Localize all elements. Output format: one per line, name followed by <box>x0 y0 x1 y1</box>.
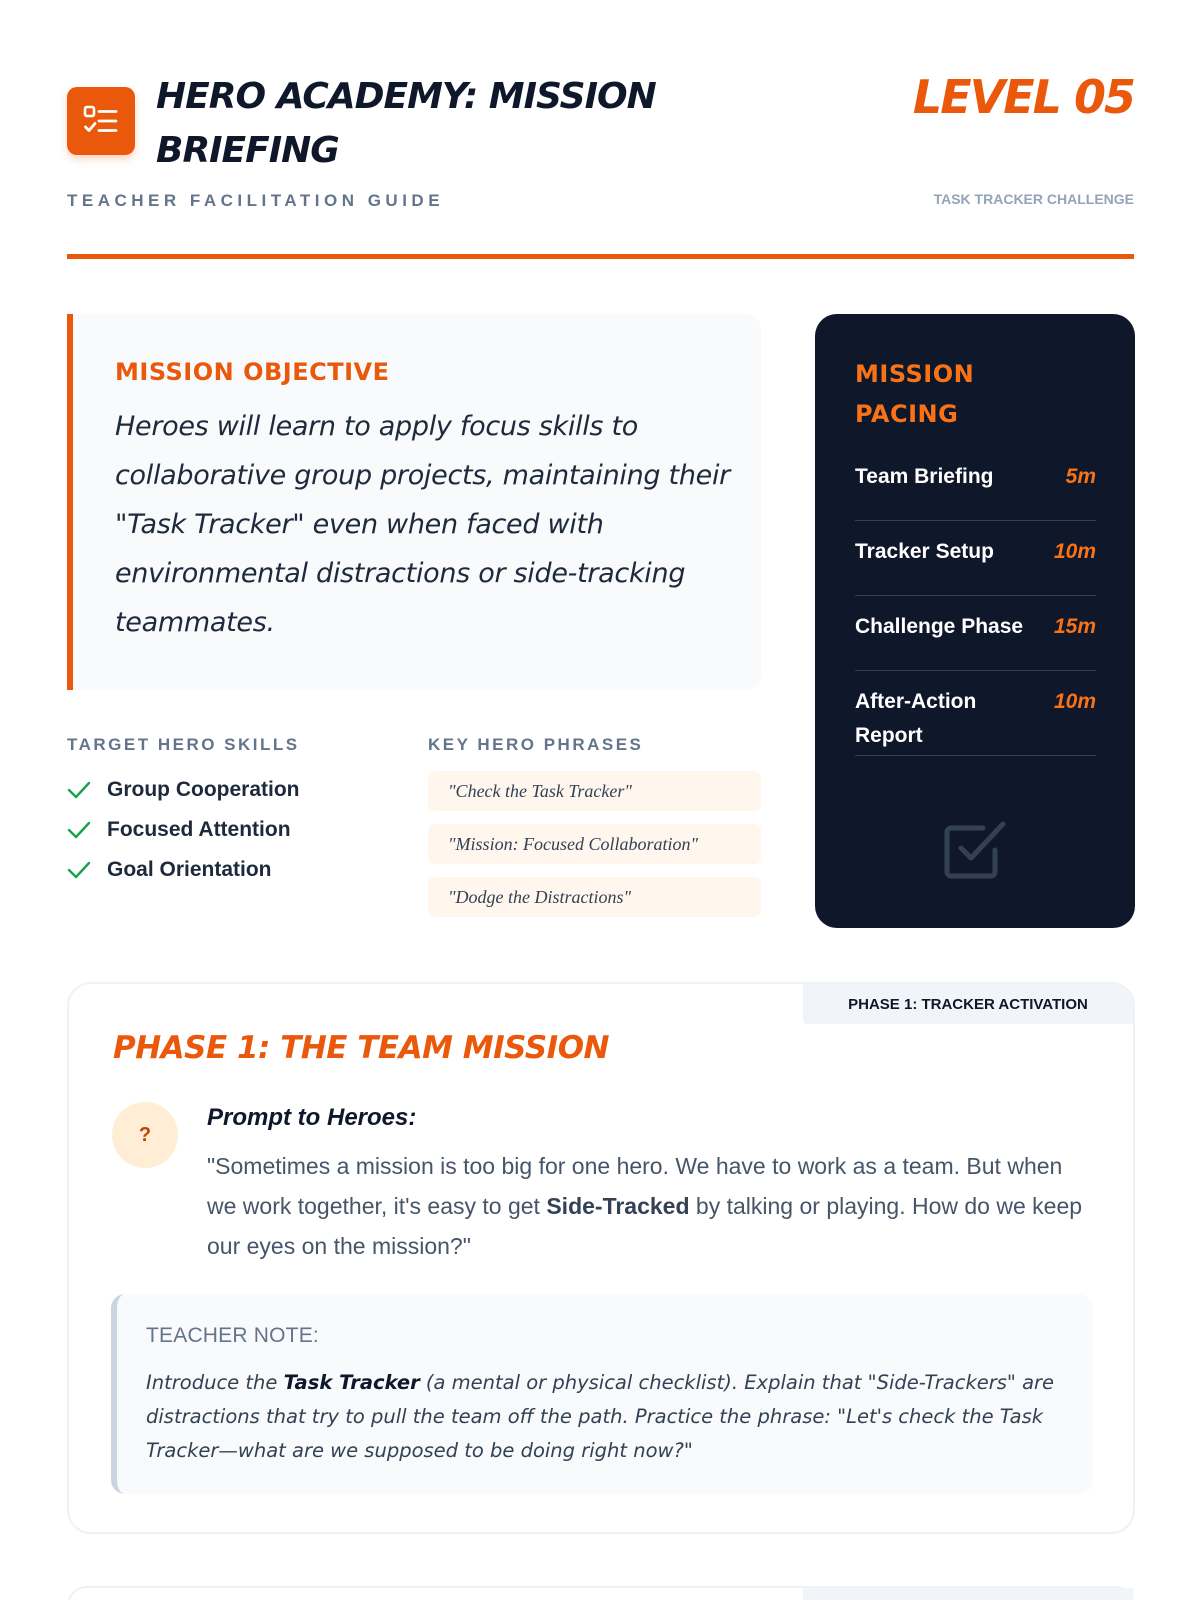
pacing-list <box>855 446 1096 756</box>
note-emphasis: Task Tracker <box>283 1371 420 1394</box>
pacing-time: 10m <box>1053 690 1096 713</box>
teacher-note-heading: TEACHER NOTE: <box>146 1324 319 1347</box>
header-divider <box>67 254 1134 259</box>
pacing-label: After-Action Report <box>855 690 977 747</box>
skills-list <box>67 770 300 890</box>
pacing-heading-text: MISSION PACING <box>855 360 975 428</box>
mission-pacing-card <box>815 314 1135 928</box>
checkbox-icon <box>939 814 1011 886</box>
check-icon <box>67 860 107 880</box>
phrase-item: "Mission: Focused Collaboration" <box>428 824 761 864</box>
phrases-list <box>428 771 761 930</box>
pacing-time: 5m <box>1065 465 1096 488</box>
mission-objective-panel <box>67 314 761 690</box>
check-icon <box>67 780 107 800</box>
pacing-heading <box>855 354 1096 434</box>
skill-label: Goal Orientation <box>107 858 272 881</box>
skill-label: Focused Attention <box>107 818 291 841</box>
pacing-time: 10m <box>1053 540 1096 563</box>
page-subtitle: TEACHER FACILITATION GUIDE <box>67 191 445 210</box>
skills-heading: TARGET HERO SKILLS <box>67 735 300 754</box>
checklist-icon <box>67 87 135 155</box>
level-badge: LEVEL 05 <box>912 70 1134 124</box>
objective-text: Heroes will learn to apply focus skills to collaborative group projects, maintaining their "Task Tracker" even when faced with environmental distractions or side-tracking teammates. <box>115 411 730 638</box>
prompt-label: Prompt to Heroes: <box>207 1104 417 1131</box>
check-icon <box>67 820 107 840</box>
phase-2-card-partial <box>67 1586 1135 1600</box>
phrase-item: "Dodge the Distractions" <box>428 877 761 917</box>
pacing-row <box>855 671 1096 756</box>
pacing-row <box>855 596 1096 671</box>
pacing-label: Tracker Setup <box>855 540 994 563</box>
note-text-start: Introduce the <box>146 1371 284 1394</box>
phase-1-card <box>67 982 1135 1534</box>
pacing-row <box>855 521 1096 596</box>
teacher-note <box>111 1294 1093 1494</box>
prompt-text <box>207 1146 1097 1266</box>
prompt-text-start: "Sometimes a mission is too big for one hero. We have to work as a team. But when we work together, it's easy to get <box>207 1153 1063 1219</box>
page-title: HERO ACADEMY: MISSION BRIEFING <box>156 76 656 171</box>
teacher-note-text <box>146 1366 1063 1468</box>
note-text-end: (a mental or physical checklist). Explain that "Side-Trackers" are distractions that try to pull the team off the path. Practice the phrase: "Let's check the Task Tracker—what are we supposed to be doing right now?" <box>146 1371 1055 1462</box>
skill-item <box>67 810 300 850</box>
objective-heading: MISSION OBJECTIVE <box>115 358 390 386</box>
prompt-text-end: by talking or playing. How do we keep our eyes on the mission?" <box>207 1193 1083 1259</box>
pacing-label: Challenge Phase <box>855 615 1024 638</box>
pacing-row <box>855 446 1096 521</box>
phase-title: PHASE 1: THE TEAM MISSION <box>113 1030 609 1066</box>
pacing-label: Team Briefing <box>855 465 994 488</box>
phase-tag: PHASE 1: TRACKER ACTIVATION <box>803 984 1133 1024</box>
skill-item <box>67 850 300 890</box>
phrases-heading: KEY HERO PHRASES <box>428 735 644 754</box>
skill-label: Group Cooperation <box>107 778 300 801</box>
level-subtitle: TASK TRACKER CHALLENGE <box>933 191 1134 207</box>
skill-item <box>67 770 300 810</box>
prompt-emphasis: Side-Tracked <box>546 1193 690 1219</box>
question-icon: ? <box>112 1102 178 1168</box>
phase-2-tag <box>803 1588 1133 1600</box>
phrase-item: "Check the Task Tracker" <box>428 771 761 811</box>
pacing-time: 15m <box>1053 615 1096 638</box>
